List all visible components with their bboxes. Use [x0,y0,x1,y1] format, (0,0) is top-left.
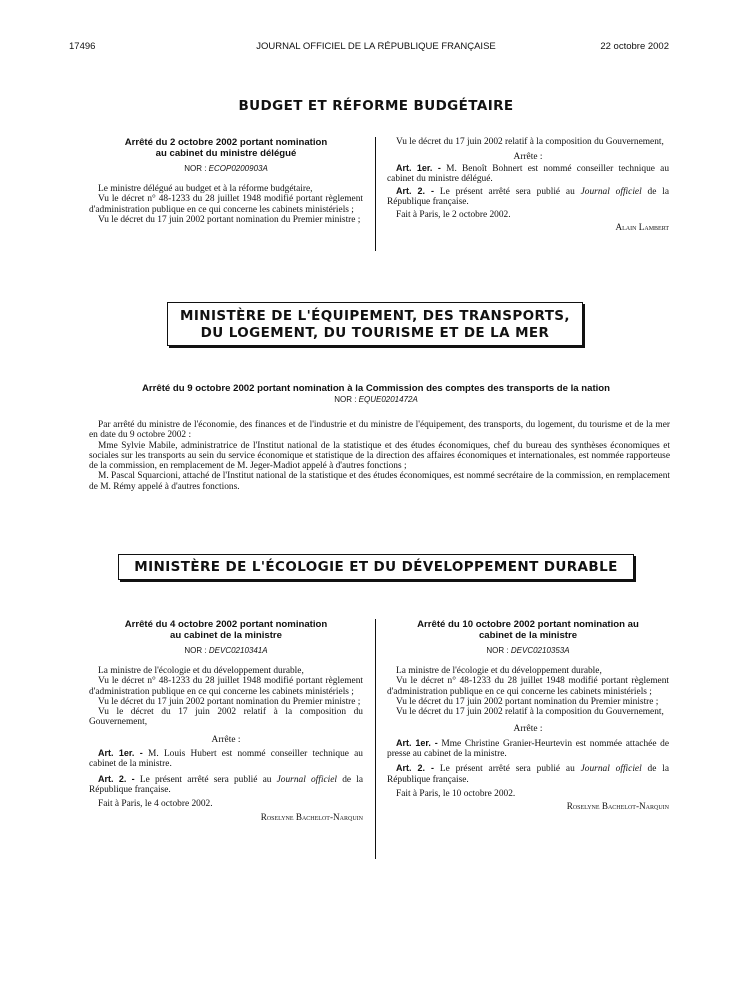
arrete-word: Arrête : [513,152,543,163]
arrete-ecologie-right [387,619,669,812]
column-rule [375,619,376,859]
nor-reference [387,646,669,655]
article-text: M. Louis Hubert est nommé conseiller technique au cabinet de la ministre. [89,749,363,770]
arrete-word: Arrête : [513,724,543,735]
arrete-title: Arrêté du 10 octobre 2002 portant nomination au cabinet de la ministre [417,619,639,641]
article-2 [387,186,669,208]
paragraph: Vu le décret du 17 juin 2002 portant nomination du Premier ministre ; [98,214,361,225]
paragraph: Vu le décret du 17 juin 2002 portant nomination du Premier ministre ; [396,696,659,707]
section-title-line1: MINISTÈRE DE L'ÉQUIPEMENT, DES TRANSPORTS, [180,308,570,324]
paragraph: Vu le décret du 17 juin 2002 relatif à la composition du Gouvernement, [396,137,664,147]
nor-label: NOR : [334,395,357,404]
article-label: Art. 2. - [396,186,435,197]
article-label: Art. 1er. - [396,737,438,748]
paragraph: Vu le décret du 17 juin 2002 relatif à la composition du Gouvernement, [396,707,664,718]
article-text: Le présent arrêté sera publié au [139,774,272,785]
section-title: MINISTÈRE DE L'ÉCOLOGIE ET DU DÉVELOPPEMENT DURABLE [134,559,618,575]
paragraph: Vu le décret n° 48-1233 du 28 juillet 1948 modifié portant règlement d'administration publique en ce qui concerne les cabinets ministériels ; [89,676,363,697]
nor-reference [89,164,363,173]
nor-code: DEVC0210353A [510,646,570,655]
nor-label: NOR : [184,646,207,655]
paragraph: La ministre de l'écologie et du développement durable, [396,666,602,676]
paragraph: La ministre de l'écologie et du développement durable, [98,666,304,676]
arrete-title: Arrêté du 2 octobre 2002 portant nomination au cabinet du ministre délégué [124,137,328,159]
article-text: de la République française. [387,764,670,785]
article-label: Art. 1er. - [98,748,143,759]
nor-code: ECOP0200903A [208,164,268,173]
paragraph: Le ministre délégué au budget et à la réforme budgétaire, [98,184,313,194]
page-number: 17496 [69,41,96,52]
article-2 [387,763,669,785]
article-label: Art. 2. - [98,773,135,784]
paragraph: M. Pascal Squarcioni, attaché de l'Institut national de la statistique et des études économiques, est nommé secrétaire de la commission, en remplacement de M. Rémy appelé à d'autres fonctions. [89,471,670,492]
column-rule [375,137,376,251]
paragraph: Mme Sylvie Mabile, administratrice de l'Institut national de la statistique et des études économiques, chef du bureau des synthèses économiques et sociales sur les transports au sein du service économique et statistique de la direction des affaires économiques et internationales, est nommée rapporteuse de la commission, en remplacement de M. Jeger-Madiot appelé à d'autres fonctions ; [89,440,670,472]
nor-code: DEVC0210341A [208,646,268,655]
journal-officiel-italic: Journal officiel [580,764,642,775]
article-text: Mme Christine Granier-Heurtevin est nommée attachée de presse au cabinet de la ministre. [387,738,670,760]
paragraph: Vu le décret du 17 juin 2002 portant nomination du Premier ministre ; [98,696,361,707]
article-1 [89,748,363,770]
article-label: Art. 2. - [396,763,435,774]
article-label: Art. 1er. - [396,162,441,173]
article-2 [89,774,363,796]
paragraph: Par arrêté du ministre de l'économie, des finances et de l'industrie et du ministre de l'équipement, des transports, du logement, du tourisme et de la mer en date du 9 octobre 2002 : [89,420,670,441]
arrete-title: Arrêté du 9 octobre 2002 portant nomination à la Commission des comptes des transports de la nation [141,383,611,394]
fait-a-paris: Fait à Paris, le 10 octobre 2002. [396,788,516,799]
signature: Roselyne Bachelot-Narquin [566,801,669,812]
header-date: 22 octobre 2002 [600,41,669,52]
fait-a-paris: Fait à Paris, le 4 octobre 2002. [98,799,213,810]
article-text: de la République française. [387,187,670,208]
nor-reference [89,646,363,655]
fait-a-paris: Fait à Paris, le 2 octobre 2002. [396,209,511,220]
arrete-title: Arrêté du 4 octobre 2002 portant nomination au cabinet de la ministre [124,619,328,641]
section-title-box-ecologie [118,554,634,580]
nor-code: EQUE0201472A [358,395,418,404]
section-title-budget: BUDGET ET RÉFORME BUDGÉTAIRE [238,98,514,114]
article-1 [387,163,669,185]
arrete-word: Arrête : [211,734,241,745]
article-text: de la République française. [89,774,364,795]
journal-officiel-italic: Journal officiel [276,774,338,785]
arrete-budget-left [89,137,363,225]
paragraph: Vu le décret n° 48-1233 du 28 juillet 1948 modifié portant règlement d'administration publique en ce qui concerne les cabinets ministériels ; [89,194,363,215]
arrete-transports-body [89,420,670,492]
nor-label: NOR : [184,164,207,173]
signature: Roselyne Bachelot-Narquin [260,811,363,822]
article-text: M. Benoît Bohnert est nommé conseiller technique au cabinet du ministre délégué. [387,163,670,184]
paragraph: Vu le décret n° 48-1233 du 28 juillet 1948 modifié portant règlement d'administration publique en ce qui concerne les cabinets ministériels ; [387,676,669,697]
arrete-budget-right [387,137,669,232]
arrete-ecologie-left [89,619,363,822]
journal-title: JOURNAL OFFICIEL DE LA RÉPUBLIQUE FRANÇAISE [256,41,496,52]
signature: Alain Lambert [615,222,669,233]
article-text: Le présent arrêté sera publié au [439,764,575,775]
journal-officiel-italic: Journal officiel [580,187,642,198]
article-text: Le présent arrêté sera publié au [439,187,575,198]
paragraph: Vu le décret du 17 juin 2002 relatif à la composition du Gouvernement, [89,707,363,728]
section-title-box-equipement [167,302,583,346]
section-title-line2: DU LOGEMENT, DU TOURISME ET DE LA MER [200,325,550,341]
nor-label: NOR : [486,646,509,655]
article-1 [387,738,669,760]
nor-reference [0,395,752,404]
